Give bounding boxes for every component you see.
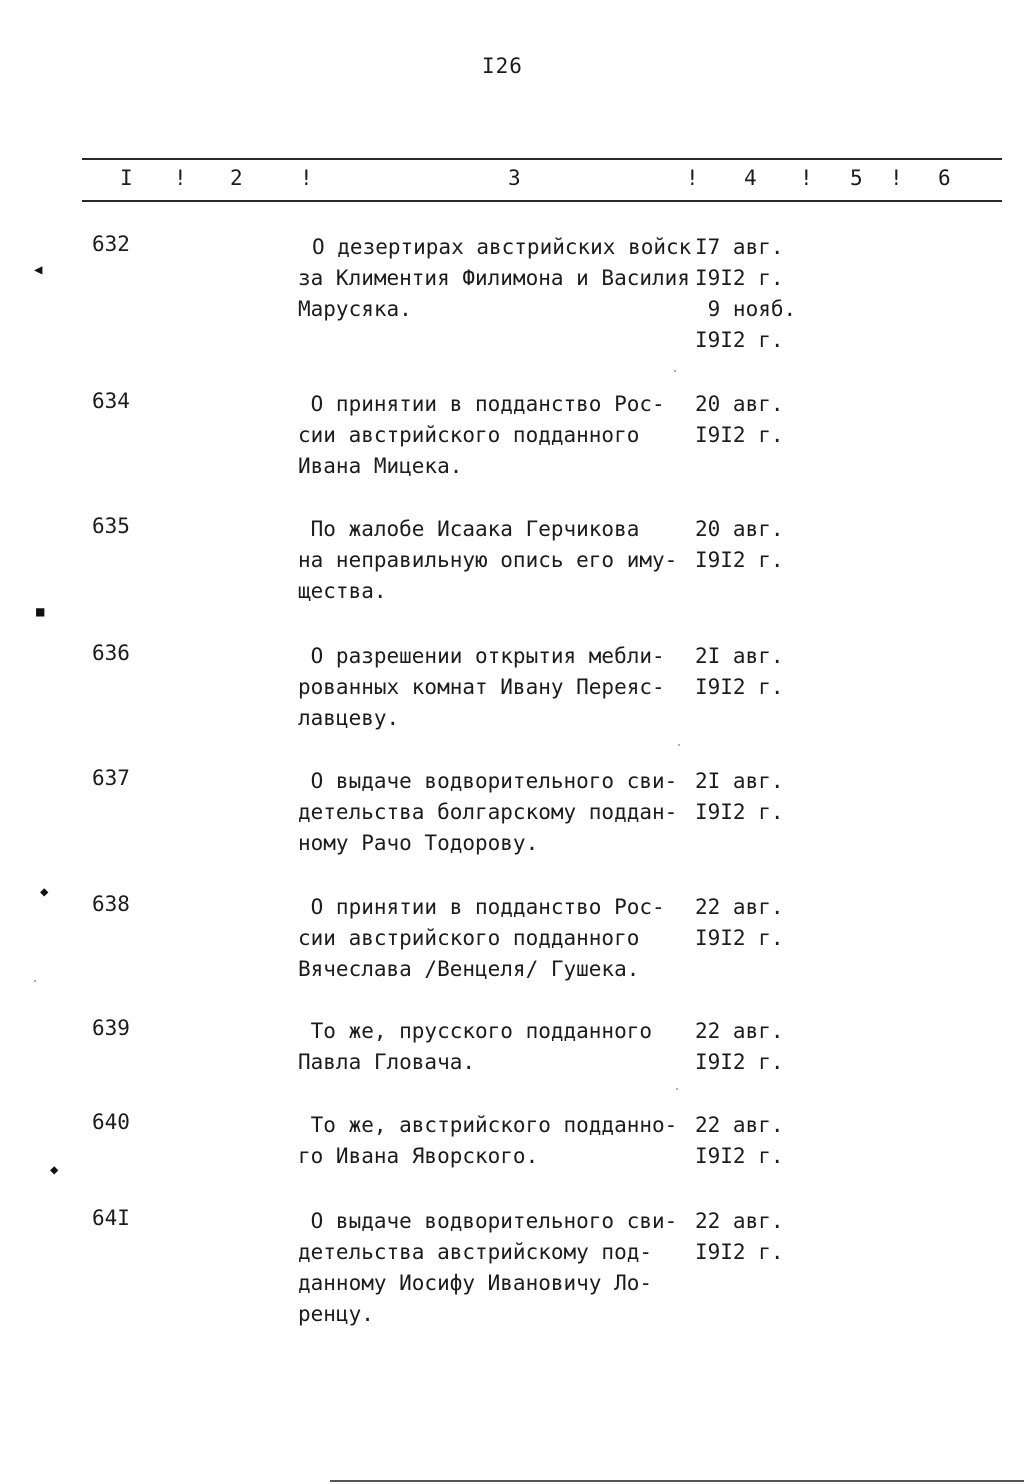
paper-speck [678,744,680,746]
paper-speck [674,370,676,372]
entry-date: 20 авг. I9I2 г. [695,517,784,572]
entry-description: То же, прусского подданного Павла Гловача. [298,1019,653,1074]
entry-number: 632 [92,232,130,256]
entry-description: То же, австрийского подданно- го Ивана Яворского. [298,1113,678,1168]
entry-description: О выдаче водворительного сви- детельства австрийскому под- данному Иосифу Ивановичу Ло- ренцу. [298,1209,678,1326]
entry-date: 22 авг. I9I2 г. [695,1113,784,1168]
binding-hole-mark: ◀ [34,262,43,278]
entry-date: 2I авг. I9I2 г. [695,769,784,824]
binding-hole-mark: ■ [36,604,45,620]
column-header-5: 5 [850,166,863,190]
entry-date: 2I авг. I9I2 г. [695,644,784,699]
column-header-6: 6 [938,166,951,190]
entry-number: 635 [92,514,130,538]
entry-date: 20 авг. I9I2 г. [695,392,784,447]
column-separator: ! [686,166,699,190]
entry-description: О принятии в подданство Рос- сии австрийского подданного Вячеслава /Венцеля/ Гушека. [298,895,665,981]
column-header-4: 4 [744,166,757,190]
entry-description: О принятии в подданство Рос- сии австрийского подданного Ивана Мицека. [298,392,665,478]
entry-number: 638 [92,892,130,916]
paper-speck [676,1088,678,1090]
entry-description: О дезертирах австрийских войск за Климентия Филимона и Василия Марусяка. [298,235,692,321]
column-header-1: I [120,166,133,190]
column-header-3: 3 [508,166,521,190]
column-separator: ! [174,166,187,190]
entry-number: 636 [92,641,130,665]
entry-date: 22 авг. I9I2 г. [695,1019,784,1074]
entry-number: 640 [92,1110,130,1134]
entry-number: 634 [92,389,130,413]
entry-date: 22 авг. I9I2 г. [695,895,784,950]
page-number: I26 [482,54,523,78]
column-separator: ! [300,166,313,190]
entry-number: 637 [92,766,130,790]
paper-speck [34,980,36,982]
table-top-rule [82,158,1002,160]
table-header-rule [82,200,1002,202]
binding-hole-mark: ◆ [50,1162,59,1178]
page-bottom-edge [330,1480,1024,1482]
entry-number: 64I [92,1206,130,1230]
entry-description: О выдаче водворительного сви- детельства болгарскому поддан- ному Рачо Тодорову. [298,769,678,855]
column-header-2: 2 [230,166,243,190]
binding-hole-mark: ◆ [40,884,49,900]
column-separator: ! [890,166,903,190]
entry-description: По жалобе Исаака Герчикова на неправильную опись его иму- щества. [298,517,678,603]
entry-date: 22 авг. I9I2 г. [695,1209,784,1264]
column-separator: ! [800,166,813,190]
entry-number: 639 [92,1016,130,1040]
entry-date: I7 авг. I9I2 г. 9 нояб. I9I2 г. [695,235,797,352]
entry-description: О разрешении открытия мебли- рованных комнат Ивану Переяс- лавцеву. [298,644,665,730]
